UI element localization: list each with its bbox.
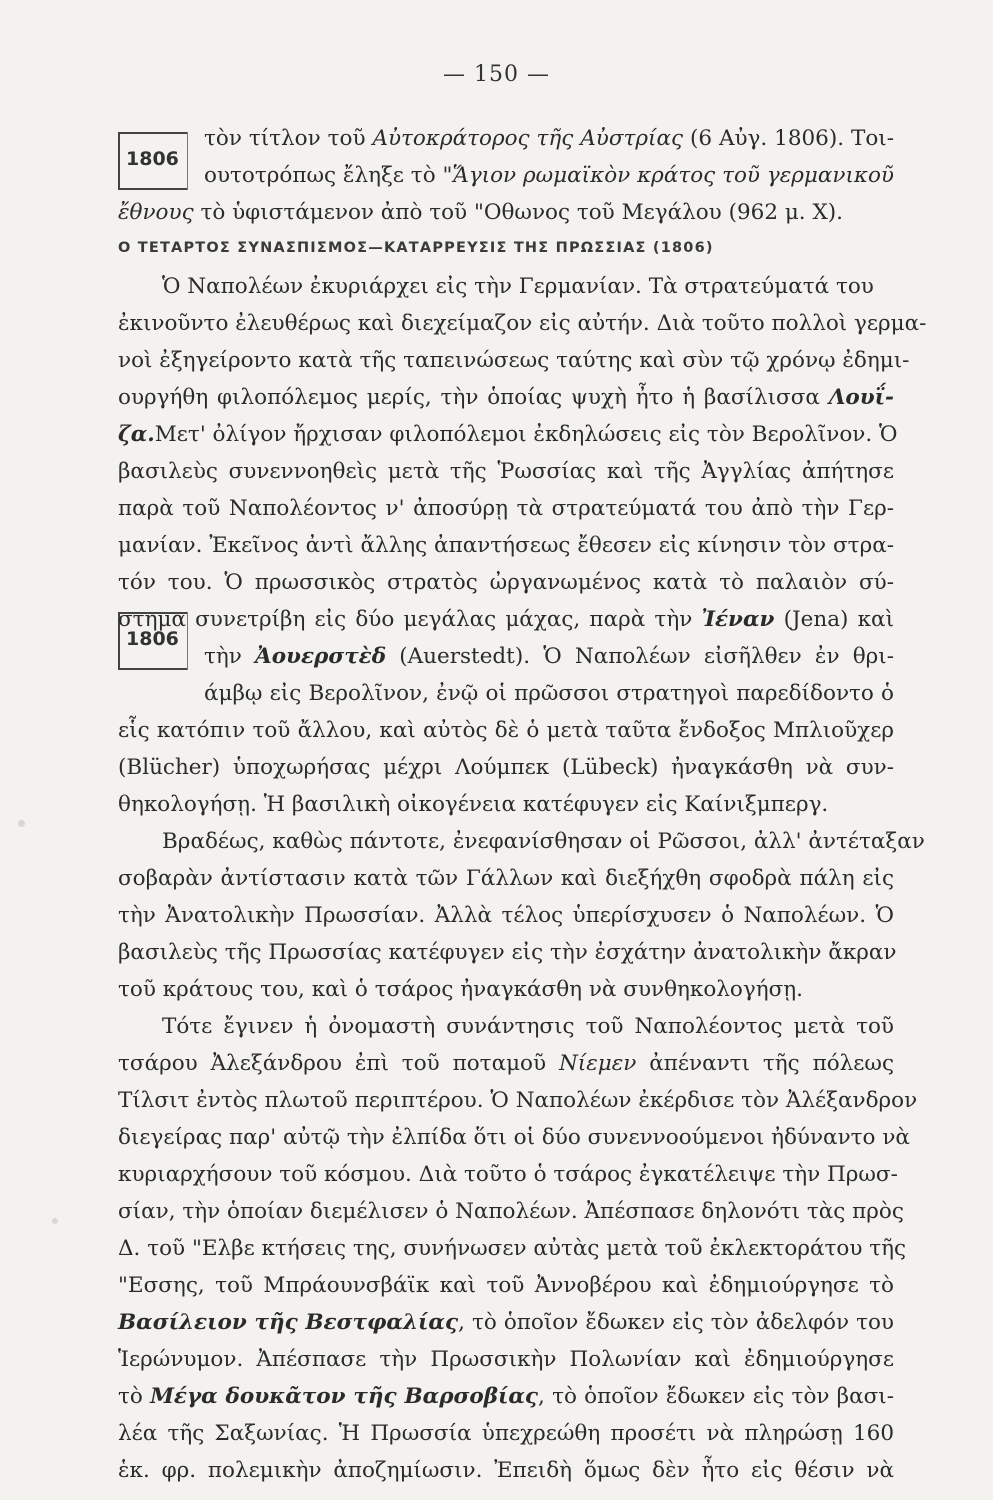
text-segment: βασιλεὺς συνεννοηθεὶς μετὰ τῆς Ῥωσσίας καὶ τῆς Ἀγγλίας ἀπήτησε <box>118 459 894 484</box>
text-segment: θηκολογήσῃ. Ἡ βασιλικὴ οἰκογένεια κατέφυγεν εἰς Καίνιξμπεργ. <box>118 792 829 817</box>
section-heading: Ο ΤΕΤΑΡΤΟΣ ΣΥΝΑΣΠΙΣΜΟΣ—ΚΑΤΑΡΡΕΥΣΙΣ ΤΗΣ ΠΡΩΣΣΙΑΣ (1806) <box>118 240 714 256</box>
text-line <box>118 712 894 749</box>
text-line <box>118 1304 894 1341</box>
text-line <box>118 1452 894 1489</box>
text-line <box>118 527 894 564</box>
text-line <box>118 749 894 786</box>
text-line <box>118 1193 904 1230</box>
text-segment: (Blücher) ὑποχωρήσας μέχρι Λούμπεκ (Lübeck) ἠναγκάσθη νὰ συν- <box>118 755 894 780</box>
emphasis-text: ζα. <box>118 422 155 447</box>
text-line <box>118 490 894 527</box>
text-segment: τόν του. Ὁ πρωσσικὸς στρατὸς ὠργανωμένος κατὰ τὸ παλαιὸν σύ- <box>118 570 894 595</box>
text-line <box>118 268 894 305</box>
text-segment: Δ. τοῦ "Ελβε κτήσεις της, συνήνωσεν αὐτὰς μετὰ τοῦ ἐκλεκτοράτου τῆς <box>118 1236 907 1261</box>
text-segment: Τίλσιτ ἐντὸς πλωτοῦ περιπτέρου. Ὁ Ναπολέων ἐκέρδισε τὸν Ἀλέξανδρον <box>118 1088 918 1113</box>
text-line <box>118 416 898 453</box>
text-line <box>118 1008 894 1045</box>
text-line <box>118 120 894 157</box>
text-line <box>118 379 894 416</box>
emphasis-text: Ἅγιον ρωμαϊκὸν κράτος τοῦ γερμανικοῦ <box>452 163 895 188</box>
text-line <box>118 453 894 490</box>
text-segment: παρὰ τοῦ Ναπολέοντος ν' ἀποσύρῃ τὰ στρατεύματά του ἀπὸ τὴν Γερ- <box>118 496 894 521</box>
page-number: — 150 — <box>443 62 550 87</box>
text-line <box>118 897 894 934</box>
text-segment: , τὸ ὁποῖον ἔδωκεν εἰς τὸν ἀδελφόν του <box>458 1310 894 1335</box>
text-line <box>118 1119 910 1156</box>
text-segment: ἐκινοῦντο ἐλευθέρως καὶ διεχείμαζον εἰς αὐτήν. Διὰ τοῦτο πολλοὶ γερμα- <box>118 311 927 336</box>
text-line <box>118 1045 894 1082</box>
margin-year-label: 1806 <box>126 628 179 650</box>
emphasis-text: Ἀουερστὲδ <box>255 644 387 669</box>
emphasis-text: ἔθνους <box>118 200 194 225</box>
text-segment: στημα συνετρίβη εἰς δύο μεγάλας μάχας, παρὰ τὴν <box>118 607 702 632</box>
page-stain <box>18 820 25 827</box>
text-segment: "Εσσης, τοῦ Μπράουνσβάϊκ καὶ τοῦ Ἀννοβέρου καὶ ἐδημιούργησε τὸ <box>118 1273 894 1298</box>
text-segment: , τὸ ὁποῖον ἔδωκεν εἰς τὸν βασι- <box>538 1384 894 1409</box>
text-line <box>118 1341 894 1378</box>
text-segment: διεγείρας παρ' αὐτῷ τὴν ἐλπίδα ὅτι οἱ δύο συνεννοούμενοι ἠδύναντο νὰ <box>118 1125 910 1150</box>
text-segment: τοῦ κράτους του, καὶ ὁ τσάρος ἠναγκάσθη νὰ συνθηκολογήσῃ. <box>118 977 803 1002</box>
text-segment: Ὁ Ναπολέων ἐκυριάρχει εἰς τὴν Γερμανίαν. Τὰ στρατεύματά του <box>162 274 874 299</box>
text-segment: ἑκ. φρ. πολεμικὴν ἀποζημίωσιν. Ἐπειδὴ ὅμως δὲν ἦτο εἰς θέσιν νὰ <box>118 1458 894 1483</box>
text-segment: ουργήθη φιλοπόλεμος μερίς, τὴν ὁποίας ψυχὴ ἦτο ἡ βασίλισσα <box>118 385 829 410</box>
text-line <box>118 675 894 712</box>
text-segment: σίαν, τὴν ὁποίαν διεμέλισεν ὁ Ναπολέων. Ἀπέσπασε δηλονότι τὰς πρὸς <box>118 1199 904 1224</box>
text-line <box>118 1267 894 1304</box>
text-segment: εἷς κατόπιν τοῦ ἄλλου, καὶ αὐτὸς δὲ ὁ μετὰ ταῦτα ἔνδοξος Μπλιοῦχερ <box>118 718 894 743</box>
emphasis-text: Λουΐ- <box>828 385 894 410</box>
text-segment: μανίαν. Ἐκεῖνος ἀντὶ ἄλλης ἀπαντήσεως ἔθεσεν εἰς κίνησιν τὸν στρα- <box>118 533 894 558</box>
text-segment: τσάρου Ἀλεξάνδρου ἐπὶ τοῦ ποταμοῦ <box>118 1051 559 1076</box>
text-line <box>118 601 894 638</box>
text-segment: Ἱερώνυμον. Ἀπέσπασε τὴν Πρωσσικὴν Πολωνίαν καὶ ἐδημιούργησε <box>118 1347 894 1372</box>
emphasis-text: Μέγα δουκᾶτον τῆς Βαρσοβίας <box>150 1384 539 1409</box>
text-line <box>118 564 894 601</box>
text-line <box>118 860 894 897</box>
text-segment: κυριαρχήσουν τοῦ κόσμου. Διὰ τοῦτο ὁ τσάρος ἐγκατέλειψε τὴν Πρωσ- <box>118 1162 898 1187</box>
text-segment: Βραδέως, καθὼς πάντοτε, ἐνεφανίσθησαν οἱ Ρῶσσοι, ἀλλ' ἀντέταξαν <box>162 829 925 854</box>
text-line <box>118 1415 894 1452</box>
text-segment: τὸν τίτλον τοῦ <box>204 126 373 151</box>
text-segment: βασιλεὺς τῆς Πρωσσίας κατέφυγεν εἰς τὴν ἐσχάτην ἀνατολικὴν ἄκραν <box>118 940 897 965</box>
text-line <box>118 1230 907 1267</box>
text-line <box>118 157 894 194</box>
text-segment: ἀπέναντι τῆς πόλεως <box>636 1051 894 1076</box>
emphasis-text: Ἰέναν <box>701 607 775 632</box>
emphasis-text: Αὐτοκράτορος τῆς Αὐστρίας <box>372 126 684 151</box>
emphasis-text: Νίεμεν <box>558 1051 637 1076</box>
text-line <box>118 305 927 342</box>
text-segment: Τότε ἔγινεν ἡ ὀνομαστὴ συνάντησις τοῦ Ναπολέοντος μετὰ τοῦ <box>162 1014 894 1039</box>
text-segment: τὴν <box>204 644 256 669</box>
text-line <box>118 786 894 823</box>
text-segment: Μετ' ὀλίγον ἤρχισαν φιλοπόλεμοι ἐκδηλώσεις εἰς τὸν Βερολῖνον. Ὁ <box>154 422 898 447</box>
margin-year-label: 1806 <box>126 148 179 170</box>
text-line <box>118 342 910 379</box>
text-segment: λέα τῆς Σαξωνίας. Ἡ Πρωσσία ὑπεχρεώθη προσέτι νὰ πληρώσῃ 160 <box>118 1421 894 1446</box>
text-segment: τὸ ὑφιστάμενον ἀπὸ τοῦ "Οθωνος τοῦ Μεγάλου (962 μ. Χ). <box>193 200 844 225</box>
text-line <box>118 638 894 675</box>
text-segment: τὴν Ἀνατολικὴν Πρωσσίαν. Ἀλλὰ τέλος ὑπερίσχυσεν ὁ Ναπολέων. Ὁ <box>118 903 894 928</box>
text-segment: ουτοτρόπως ἔληξε τὸ " <box>204 163 453 188</box>
emphasis-text: Βασίλειον τῆς Βεστφαλίας <box>118 1310 459 1335</box>
text-line <box>118 971 894 1008</box>
text-line <box>118 823 925 860</box>
text-line <box>118 1378 894 1415</box>
text-line <box>118 1082 918 1119</box>
text-segment: νοὶ ἐξηγείροντο κατὰ τῆς ταπεινώσεως ταύτης καὶ σὺν τῷ χρόνῳ ἐδημι- <box>118 348 910 373</box>
text-line <box>118 934 897 971</box>
text-line <box>118 194 894 231</box>
text-segment: (Jena) καὶ <box>774 607 894 632</box>
text-segment: άμβῳ εἰς Βερολῖνον, ἐνῷ οἱ πρῶσσοι στρατηγοὶ παρεδίδοντο ὁ <box>204 681 894 706</box>
body-text <box>118 268 927 1489</box>
text-segment: σοβαρὰν ἀντίστασιν κατὰ τῶν Γάλλων καὶ διεξήχθη σφοδρὰ πάλη εἰς <box>118 866 894 891</box>
text-segment: (Auerstedt). Ὁ Ναπολέων εἰσῆλθεν ἐν θρι- <box>386 644 894 669</box>
text-segment: τὸ <box>118 1384 151 1409</box>
intro-paragraph <box>118 120 894 231</box>
page-stain <box>52 1218 58 1224</box>
text-segment: (6 Αὐγ. 1806). Τοι- <box>683 126 894 151</box>
text-line <box>118 1156 898 1193</box>
